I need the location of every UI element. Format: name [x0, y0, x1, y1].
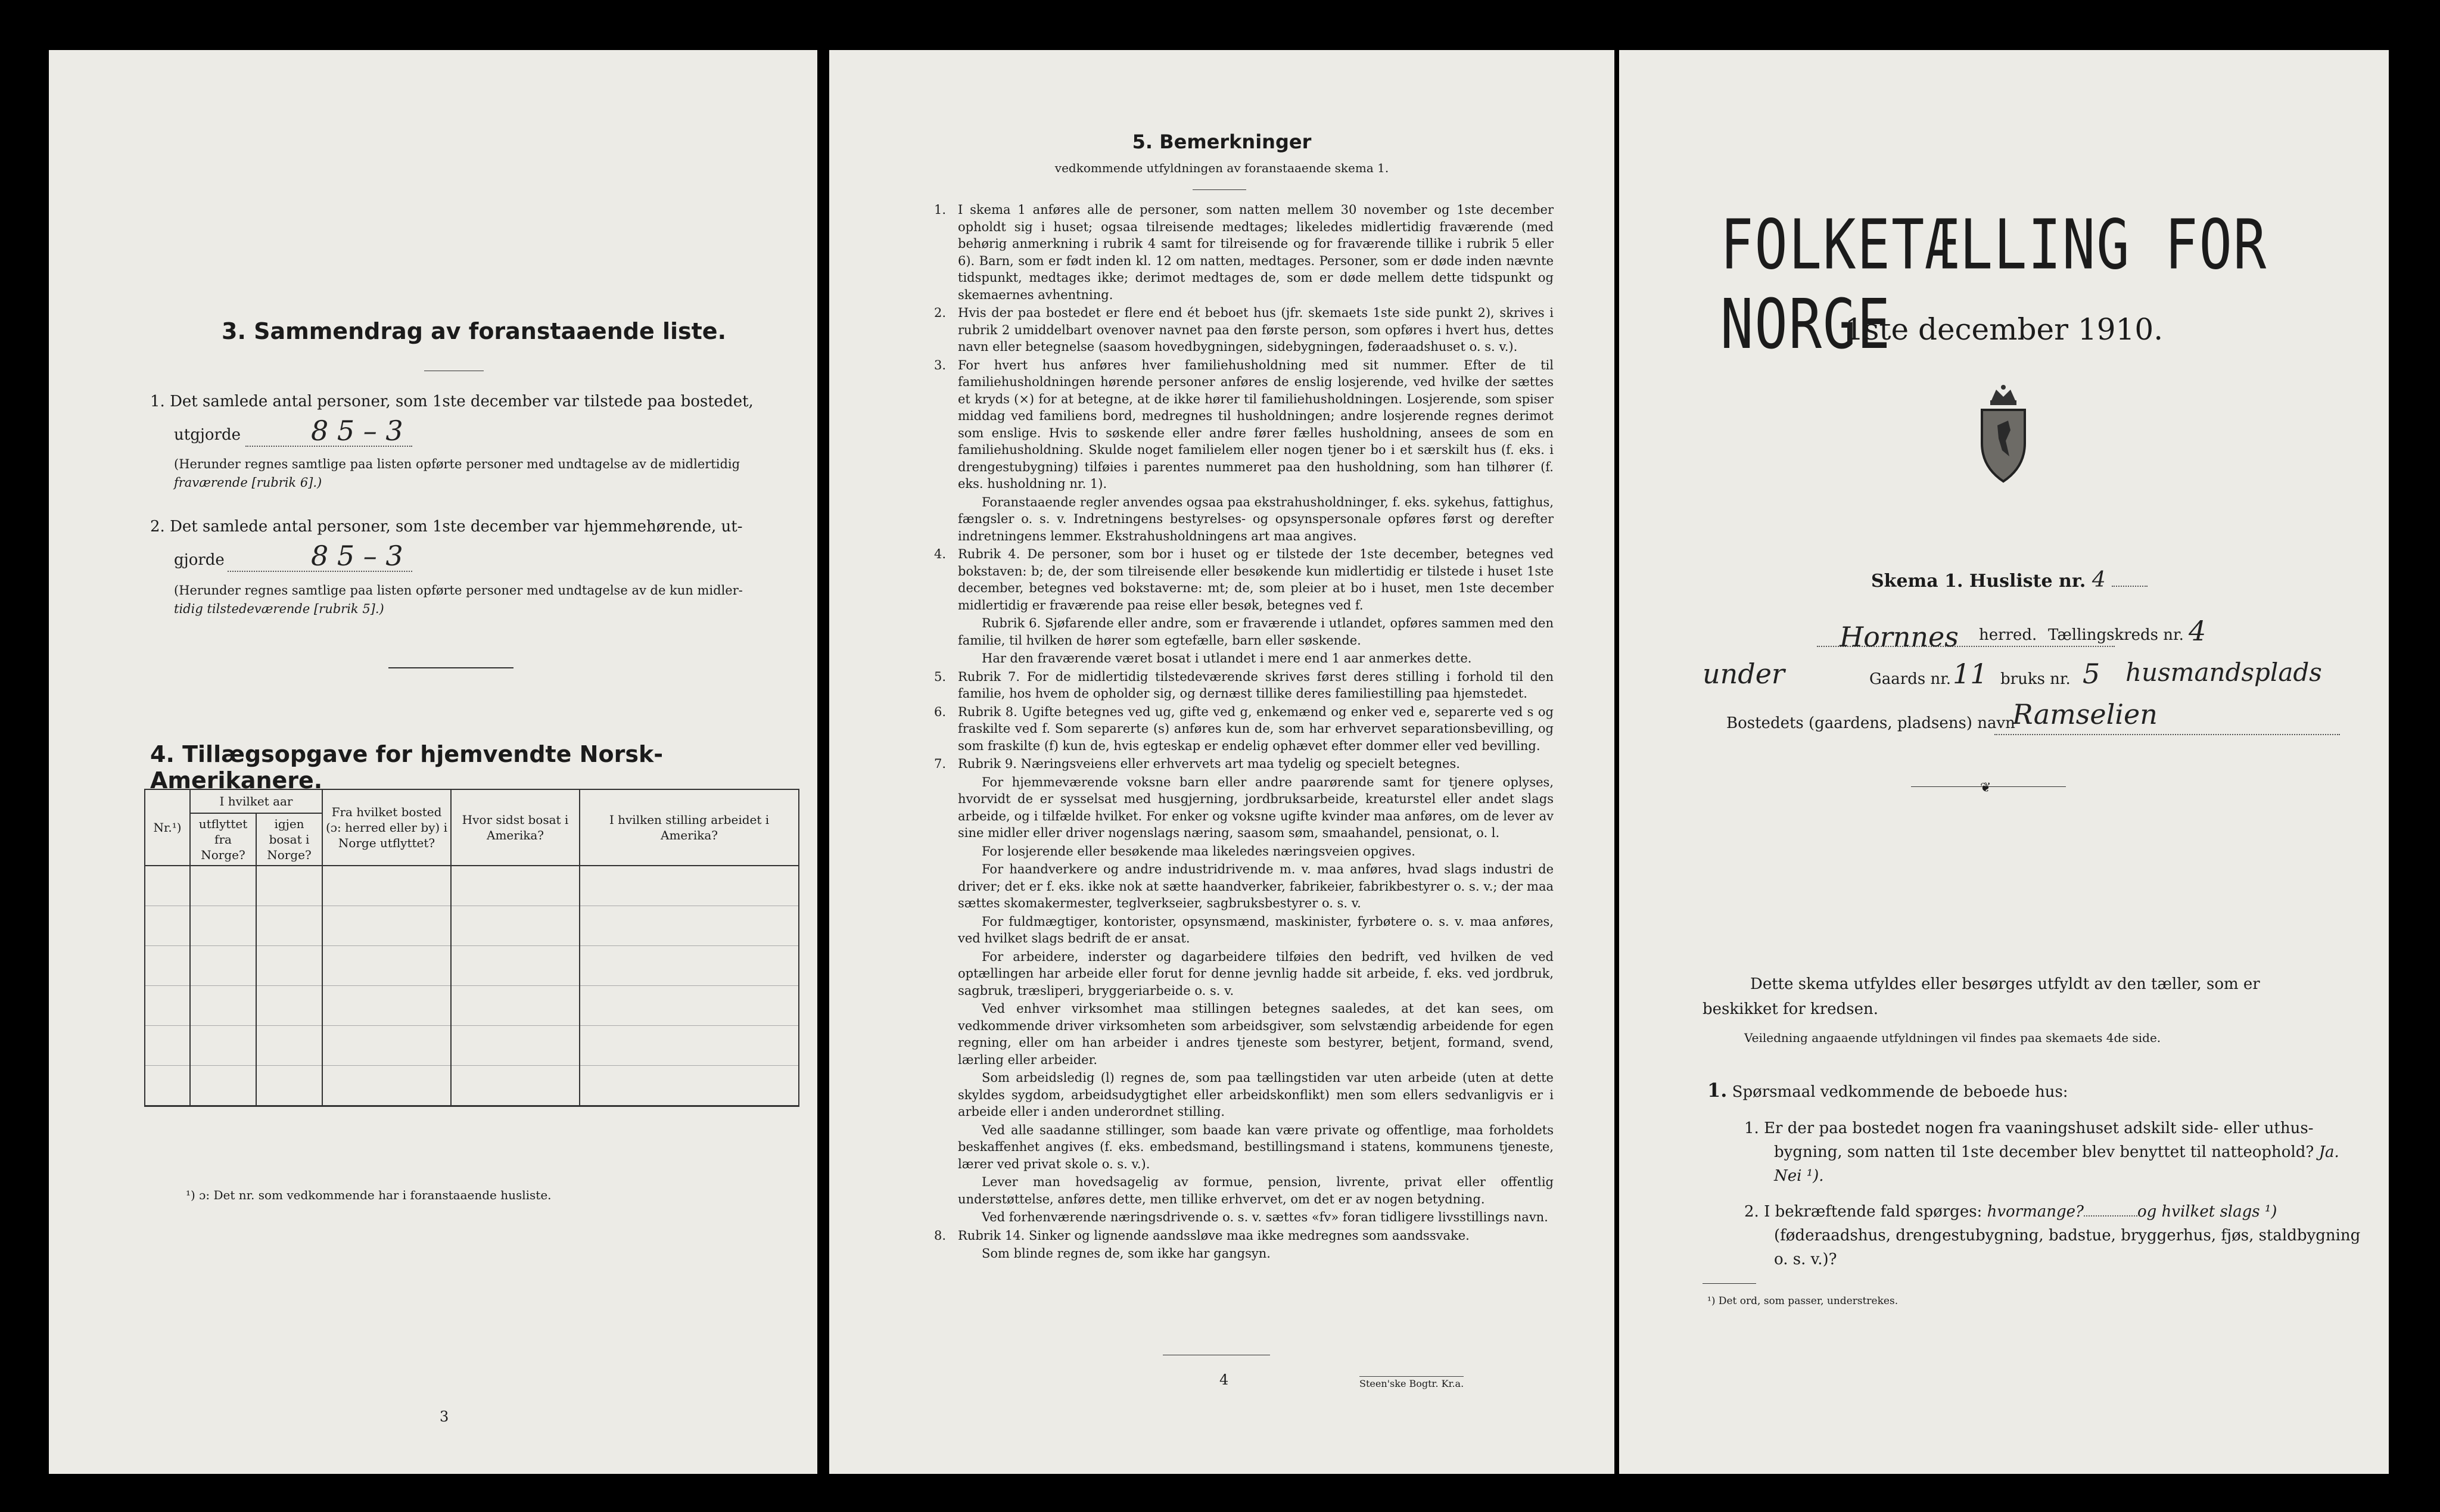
- remark-number: 7.: [934, 757, 947, 771]
- answer-line: [1994, 734, 2340, 735]
- cell[interactable]: [580, 866, 799, 906]
- remark-text: Hvis der paa bostedet er flere end ét beboet hus (jfr. skemaets 1ste side punkt 2), skrives i rubrik 2 umiddelbart ovenover navnet paa den første person, som opføres i hvert hus, dettes navn eller betegnelse (saasom hovedbygningen, sidebygningen, føderaadshuset o. s. v.).: [958, 306, 1554, 354]
- question-2-answer[interactable]: 8 5 – 3: [311, 540, 403, 572]
- divider: [1193, 189, 1246, 190]
- remark-item: [958, 843, 1554, 860]
- question-1-text: 1. Det samlede antal personer, som 1ste december var tilstede paa bostedet,: [150, 393, 754, 410]
- question-1-label: utgjorde: [174, 426, 241, 444]
- veiledning-note: Veiledning angaaende utfyldningen vil findes paa skemaets 4de side.: [1744, 1031, 2161, 1045]
- question-2: [1744, 1200, 2370, 1271]
- remark-text: Lever man hovedsagelig av formue, pension, livrente, privat eller offentlig understøttelse, anføres dette, men tillike erhvervet, om det er av nogen betydning.: [958, 1175, 1554, 1206]
- cell[interactable]: [190, 1066, 256, 1106]
- intro-line-2: beskikket for kredsen.: [1703, 1000, 1878, 1018]
- table-row: [145, 906, 799, 946]
- coat-of-arms-icon: [1974, 384, 2033, 485]
- remark-number: 4.: [934, 547, 947, 561]
- remark-text: Ved forhenværende næringsdrivende o. s. v. sættes «fv» foran tidligere livsstillings navn.: [982, 1210, 1548, 1224]
- remark-text: I skema 1 anføres alle de personer, som natten mellem 30 november og 1ste december opholdt sig i huset; ogsaa tilreisende medtages; likeledes midlertidig fraværende (med behørig anmerkning i rubrik 4 samt for tilreisende og for fraværende tillike i rubrik 5 eller 6). Barn, som er født inden kl. 12 om natten, medtages. Personer, som er døde inden nævnte tidspunkt, medtages ikke; derimot medtages de, som er døde mellem dette tidspunkt og skemaernes avhentning.: [958, 203, 1554, 302]
- divider: [388, 667, 513, 668]
- remark-number: 5.: [934, 669, 947, 684]
- cell[interactable]: [451, 986, 580, 1026]
- remark-number: 3.: [934, 357, 947, 372]
- census-title: FOLKETÆLLING FOR NORGE: [1720, 205, 2268, 365]
- question-1-options[interactable]: Ja. Nei ¹).: [1774, 1143, 2339, 1185]
- remark-item: [958, 615, 1554, 649]
- remark-item: [958, 1245, 1554, 1262]
- note-line: fraværende [rubrik 6].): [174, 475, 322, 490]
- norsk-amerikanere-table: [144, 789, 799, 1107]
- intro-line-1: Dette skema utfyldes eller besørges utfyldt av den tæller, som er: [1750, 975, 2260, 993]
- question-2-text: 2. Det samlede antal personer, som 1ste december var hjemmehørende, ut-: [150, 518, 743, 536]
- section-3-title: 3. Sammendrag av foranstaaende liste.: [222, 318, 727, 344]
- question-2-kind: og hvilket slags ¹): [2137, 1203, 2277, 1221]
- gaards-label: Gaards nr.: [1869, 670, 1952, 688]
- remark-text: Foranstaaende regler anvendes ogsaa paa ekstrahusholdninger, f. eks. sykehus, fattighus, fængsler o. s. v. Indretningens bestyrelses- og opsynspersonale opføres først og derefter indretningens lemmer. Ekstrahusholdningens art maa angives.: [958, 494, 1554, 543]
- cell[interactable]: [451, 1066, 580, 1106]
- col-header-america: Hvor sidst bosat i Amerika?: [451, 789, 580, 866]
- cell[interactable]: [145, 946, 190, 986]
- cell[interactable]: [256, 866, 322, 906]
- remark-item: [958, 861, 1554, 912]
- under-answer[interactable]: under: [1703, 658, 1785, 690]
- cell[interactable]: [322, 1026, 451, 1066]
- husliste-number[interactable]: 4: [2092, 568, 2106, 592]
- kreds-answer[interactable]: 4: [2189, 615, 2206, 647]
- skema-text: Skema 1. Husliste nr.: [1871, 571, 2086, 592]
- remark-text: Rubrik 6. Sjøfarende eller andre, som er fraværende i utlandet, opføres sammen med den familie, til hvilken de hører som egtefælle, barn eller søskende.: [958, 616, 1554, 648]
- remark-item: [958, 913, 1554, 947]
- census-date: 1ste december 1910.: [1844, 312, 2164, 347]
- cell[interactable]: [256, 986, 322, 1026]
- col-header-emigrated: utflyttet fra Norge?: [190, 813, 256, 866]
- question-1-text: 1. Er der paa bostedet nogen fra vaaningshuset adskilt side- eller uthus-bygning, som natten til 1ste december blev benyttet til natteophold?: [1744, 1119, 2314, 1161]
- cell[interactable]: [145, 1066, 190, 1106]
- remark-item: [958, 1000, 1554, 1068]
- bruks-answer[interactable]: 5: [2083, 658, 2100, 690]
- cell[interactable]: [256, 946, 322, 986]
- cell[interactable]: [145, 986, 190, 1026]
- heading-text: Spørsmaal vedkommende de beboede hus:: [1732, 1083, 2068, 1101]
- cell[interactable]: [190, 946, 256, 986]
- remark-text: For arbeidere, inderster og dagarbeidere tilføies den bedrift, ved hvilken de ved optællingen har arbeide eller forut for denne jevnlig hadde sit arbeide, f. eks. ved jordbruk, sagbruk, træsliperi, bryggeriarbeide o. s. v.: [958, 949, 1554, 998]
- remark-item: [934, 304, 1554, 356]
- husmandsplads-answer[interactable]: husmandsplads: [2125, 658, 2322, 687]
- gaards-answer[interactable]: 11: [1953, 658, 1988, 690]
- printer-mark: Steen'ske Bogtr. Kr.a.: [1359, 1376, 1464, 1389]
- question-2-examples: (føderaadshus, drengestubygning, badstue, bryggerhus, fjøs, staldbygning o. s. v.)?: [1774, 1227, 2361, 1268]
- question-2-text: 2. I bekræftende fald spørges:: [1744, 1203, 1982, 1221]
- table-footnote: ¹) ɔ: Det nr. som vedkommende har i foranstaaende husliste.: [186, 1188, 552, 1202]
- remark-text: Rubrik 4. De personer, som bor i huset og er tilstede der 1ste december, betegnes ved bokstaven: b; de, der som tilreisende eller besøkende kun midlertidig er tilstede i huset 1ste december, betegnes ved bokstaverne: mt; de, som pleier at bo i huset, men 1ste december midlertidig er fraværende paa reise eller besøk, betegnes ved f.: [958, 547, 1554, 612]
- remark-item: [958, 1209, 1554, 1226]
- remark-item: [958, 650, 1554, 667]
- questions-heading: [1707, 1078, 2068, 1104]
- cell[interactable]: [322, 986, 451, 1026]
- question-1: [1744, 1116, 2370, 1188]
- remark-text: For hvert hus anføres hver familiehusholdning med sit nummer. Efter de til familiehusholdningen hørende personer anføres de enslig losjerende, ved hvilke der sættes et kryds (×) for at betegne, at de ikke hører til familiehusholdningen. Losjerende, som spiser middag ved familiens bord, medregnes til husholdningen; andre losjerende regnes derimot som enslige. Hvis to søskende eller andre fører fælles husholdning, ansees de som en familiehusholdning. Skulde noget familielem eller nogen tjener bo i et særskilt hus (f. eks. i drengestubygning) tilføies i parentes nummeret paa den husholdning, som han tilhører (f. eks. husholdning nr. 1).: [958, 357, 1554, 491]
- remark-item: [934, 357, 1554, 493]
- cell[interactable]: [580, 986, 799, 1026]
- page-4-remarks: [829, 50, 1614, 1474]
- remark-text: For haandverkere og andre industridrivende m. v. maa anføres, hvad slags industri de driver; det er f. eks. ikke nok at sætte haandverker, fabrikeier, fabrikbestyrer o. s. v.; der maa sættes skomakermester, teglverkseier, sagbruksbestyrer o. s. v.: [958, 862, 1554, 910]
- bosted-answer[interactable]: Ramselien: [2012, 698, 2158, 730]
- page-number: 4: [1219, 1371, 1229, 1388]
- remark-text: Rubrik 14. Sinker og lignende aandssløve maa ikke medregnes som aandssvake.: [958, 1228, 1470, 1243]
- remark-item: [934, 546, 1554, 614]
- cell[interactable]: [256, 906, 322, 946]
- col-header-nr: Nr.¹): [145, 789, 190, 866]
- remark-item: [958, 948, 1554, 1000]
- cell[interactable]: [580, 946, 799, 986]
- herred-label: herred.: [1979, 626, 2037, 644]
- remarks-subtitle: vedkommende utfyldningen av foranstaaende skema 1.: [1054, 161, 1389, 175]
- col-header-returned: igjen bosat i Norge?: [256, 813, 322, 866]
- remark-item: [934, 704, 1554, 755]
- page-1-cover: [1619, 50, 2389, 1474]
- cell[interactable]: [256, 1026, 322, 1066]
- section-4-title: 4. Tillægsopgave for hjemvendte Norsk-Amerikanere.: [150, 741, 663, 794]
- cell[interactable]: [256, 1066, 322, 1106]
- cell[interactable]: [322, 1066, 451, 1106]
- herred-answer[interactable]: Hornnes: [1840, 621, 1959, 653]
- table-row: [145, 1066, 799, 1106]
- answer-line: [2084, 1215, 2137, 1217]
- note-line: tidig tilstedeværende [rubrik 5].): [174, 602, 384, 616]
- question-1-note: [174, 455, 811, 492]
- cell[interactable]: [145, 906, 190, 946]
- skema-label: [1871, 568, 2148, 593]
- remark-text: Ved alle saadanne stillinger, som baade kan være private og offentlige, maa forholdets beskaffenhet angives (f. eks. embedsmand, bestillingsmand i statens, kommunens tjeneste, lærer ved privat skole o. s. v.).: [958, 1122, 1554, 1171]
- remark-item: [934, 755, 1554, 773]
- question-2-note: [174, 581, 811, 618]
- remark-item: [958, 1069, 1554, 1121]
- kreds-label: Tællingskreds nr.: [2048, 626, 2184, 644]
- ornament-icon: ❦: [1980, 780, 1991, 795]
- cell[interactable]: [451, 866, 580, 906]
- remarks-list: [934, 201, 1554, 1264]
- cell[interactable]: [190, 906, 256, 946]
- col-header-from: Fra hvilket bosted (ɔ: herred eller by) i Norge utflyttet?: [322, 789, 451, 866]
- cell[interactable]: [580, 1066, 799, 1106]
- note-line: (Herunder regnes samtlige paa listen opførte personer med undtagelse av de kun midler-: [174, 583, 743, 598]
- remark-item: [958, 494, 1554, 545]
- table-row: [145, 866, 799, 906]
- remark-text: Ved enhver virksomhet maa stillingen betegnes saaledes, at det kan sees, om vedkommende driver virksomheten som arbeidsgiver, som selvstændig arbeidende for egen regning, eller om han arbeider i andres tjeneste som bestyrer, betjent, formand, svend, lærling eller arbeider.: [958, 1001, 1554, 1067]
- cell[interactable]: [322, 906, 451, 946]
- remark-text: Rubrik 7. For de midlertidig tilstedeværende skrives først deres stilling i forhold til den familie, hos hvem de opholder sig, og dernæst tillike deres familiestilling paa hjemstedet.: [958, 669, 1554, 701]
- table-row: [145, 986, 799, 1026]
- page-number: 3: [440, 1408, 449, 1425]
- answer-line: [2112, 586, 2148, 587]
- remark-number: 8.: [934, 1228, 947, 1243]
- cell[interactable]: [145, 866, 190, 906]
- heading-number: 1.: [1707, 1079, 1728, 1102]
- remark-text: For fuldmægtiger, kontorister, opsynsmænd, maskinister, fyrbøtere o. s. v. maa anføres, ved hvilket slags bedrift de er ansat.: [958, 914, 1554, 945]
- cell[interactable]: [190, 866, 256, 906]
- remark-item: [934, 201, 1554, 303]
- remark-item: [958, 1174, 1554, 1208]
- cell[interactable]: [451, 906, 580, 946]
- col-header-position: I hvilken stilling arbeidet i Amerika?: [580, 789, 799, 866]
- remark-number: 6.: [934, 704, 947, 719]
- bosted-label: Bostedets (gaardens, pladsens) navn: [1726, 714, 2015, 732]
- remark-number: 2.: [934, 306, 947, 320]
- divider: [1703, 1283, 1756, 1284]
- cell[interactable]: [190, 986, 256, 1026]
- remark-text: Som blinde regnes de, som ikke har gangsyn.: [982, 1246, 1271, 1261]
- bruks-label: bruks nr.: [2000, 670, 2071, 688]
- table-row: [145, 946, 799, 986]
- cell[interactable]: [580, 906, 799, 946]
- remark-text: Har den fraværende været bosat i utlandet i mere end 1 aar anmerkes dette.: [982, 651, 1472, 665]
- question-2-howmany: hvormange?: [1987, 1203, 2084, 1221]
- remark-text: For losjerende eller besøkende maa likeledes næringsveien opgives.: [982, 844, 1415, 858]
- cell[interactable]: [451, 946, 580, 986]
- cell[interactable]: [322, 866, 451, 906]
- cell[interactable]: [190, 1026, 256, 1066]
- cell[interactable]: [580, 1026, 799, 1066]
- remark-text: Rubrik 9. Næringsveiens eller erhvervets art maa tydelig og specielt betegnes.: [958, 757, 1460, 771]
- note-line: (Herunder regnes samtlige paa listen opførte personer med undtagelse av de midlertidig: [174, 457, 740, 471]
- footnote: ¹) Det ord, som passer, understrekes.: [1707, 1295, 1899, 1307]
- remark-text: Som arbeidsledig (l) regnes de, som paa tællingstiden var uten arbeide (uten at dette skyldes sygdom, arbeidsudygtighet eller arbeidskonflikt) men som ellers sedvanligvis er i arbeide eller i anden underordnet stilling.: [958, 1071, 1554, 1119]
- page-3-summary: [49, 50, 817, 1474]
- remark-text: For hjemmeværende voksne barn eller andre paarørende samt for tjenere oplyses, hvorvidt de er sysselsat med husgjerning, jordbruksarbeide, kreaturstel eller andet slags arbeide, og i tilfælde hvilket. For enker og voksne ugifte kvinder maa anføres, om de lever av sine midler eller driver nogenslags næring, saasom søm, smaahandel, pensionat, o. l.: [958, 774, 1554, 840]
- remark-item: [934, 668, 1554, 702]
- cell[interactable]: [145, 1026, 190, 1066]
- col-header-year: I hvilket aar: [190, 789, 322, 813]
- cell[interactable]: [451, 1026, 580, 1066]
- remark-item: [934, 1227, 1554, 1245]
- remark-text: Rubrik 8. Ugifte betegnes ved ug, gifte ved g, enkemænd og enker ved e, separerte ved s og fraskilte ved f. Som separerte (s) anføres kun de, som har erhvervet separationsbevilling, og som fraskilte (f) kun de, hvis egteskap er endelig ophævet efter dommer eller ved bevilling.: [958, 704, 1554, 753]
- remark-number: 1.: [934, 203, 947, 217]
- table-row: [145, 1026, 799, 1066]
- remarks-title: 5. Bemerkninger: [1132, 130, 1312, 153]
- cell[interactable]: [322, 946, 451, 986]
- remark-item: [958, 774, 1554, 842]
- question-1-answer[interactable]: 8 5 – 3: [311, 415, 403, 447]
- remark-item: [958, 1122, 1554, 1173]
- question-2-label: gjorde: [174, 551, 225, 569]
